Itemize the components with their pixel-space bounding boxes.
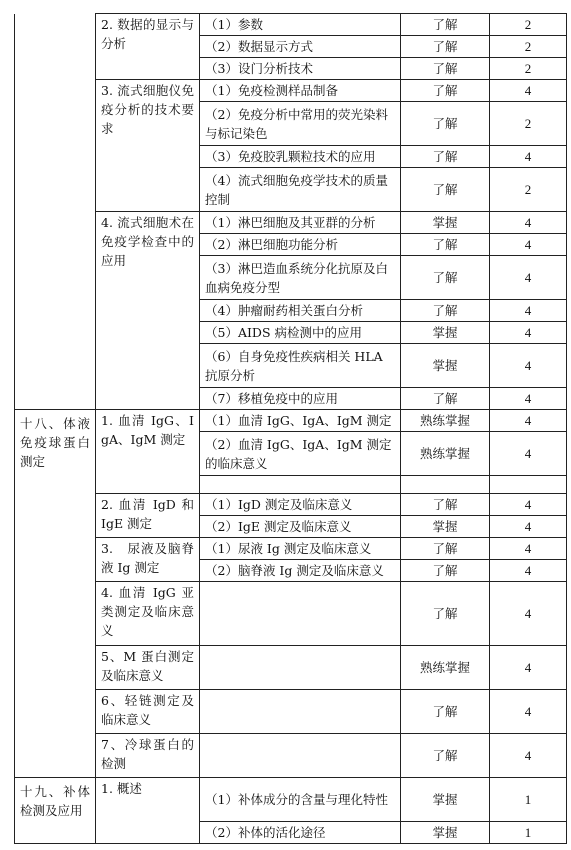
table-row [15,494,567,516]
hours-cell: 4 [490,256,567,300]
subtopic-cell: 3. 尿液及脑脊液 Ig 测定 [96,538,200,582]
level-cell: 了解 [401,256,490,300]
hours-cell: 4 [490,410,567,432]
table-row [15,690,567,734]
level-cell: 掌握 [401,778,490,822]
hours-cell: 1 [490,778,567,822]
table-row [15,80,567,102]
level-cell: 了解 [401,582,490,646]
item-cell: （3）设门分析技术 [200,58,401,80]
level-cell: 了解 [401,146,490,168]
hours-cell: 4 [490,322,567,344]
item-cell [200,734,401,778]
item-cell: （2）血清 IgG、IgA、IgM 测定的临床意义 [200,432,401,476]
level-cell: 掌握 [401,822,490,844]
level-cell: 掌握 [401,322,490,344]
section-cell: 十九、补体检测及应用 [15,778,96,844]
hours-cell: 2 [490,58,567,80]
level-cell: 了解 [401,58,490,80]
subtopic-cell: 6、轻链测定及临床意义 [96,690,200,734]
hours-cell: 4 [490,432,567,476]
item-cell: （4）肿瘤耐药相关蛋白分析 [200,300,401,322]
syllabus-table-page [14,13,566,844]
section-cell: 十八、体液免疫球蛋白测定 [15,410,96,778]
syllabus-table [14,13,567,844]
hours-cell: 1 [490,822,567,844]
section-cell-continued [15,14,96,410]
level-cell: 了解 [401,690,490,734]
table-row [15,646,567,690]
item-cell: （2）数据显示方式 [200,36,401,58]
level-cell: 了解 [401,734,490,778]
table-row [15,410,567,432]
level-cell: 熟练掌握 [401,646,490,690]
hours-cell: 2 [490,102,567,146]
level-cell: 了解 [401,14,490,36]
hours-cell: 4 [490,734,567,778]
hours-cell: 2 [490,168,567,212]
item-cell: （3）淋巴造血系统分化抗原及白血病免疫分型 [200,256,401,300]
subtopic-cell: 4. 血清 IgG 亚类测定及临床意义 [96,582,200,646]
subtopic-cell: 7、冷球蛋白的检测 [96,734,200,778]
subtopic-cell: 1. 概述 [96,778,200,844]
table-row [15,14,567,36]
item-cell: （2）免疫分析中常用的荧光染料与标记染色 [200,102,401,146]
hours-cell: 4 [490,234,567,256]
level-cell: 了解 [401,36,490,58]
table-row [15,212,567,234]
item-cell: （6）自身免疫性疾病相关 HLA 抗原分析 [200,344,401,388]
table-row [15,734,567,778]
level-cell: 了解 [401,102,490,146]
item-cell: （1）血清 IgG、IgA、IgM 测定 [200,410,401,432]
hours-cell: 4 [490,212,567,234]
hours-cell: 4 [490,344,567,388]
hours-cell: 4 [490,560,567,582]
item-cell [200,646,401,690]
hours-cell: 4 [490,388,567,410]
item-cell: （4）流式细胞免疫学技术的质量控制 [200,168,401,212]
hours-cell: 4 [490,538,567,560]
table-row [15,582,567,646]
item-cell: （1）淋巴细胞及其亚群的分析 [200,212,401,234]
hours-cell: 4 [490,80,567,102]
subtopic-cell: 5、M 蛋白测定及临床意义 [96,646,200,690]
hours-cell: 4 [490,582,567,646]
level-cell: 掌握 [401,212,490,234]
subtopic-cell: 1. 血清 IgG、IgA、IgM 测定 [96,410,200,494]
item-cell: （3）免疫胶乳颗粒技术的应用 [200,146,401,168]
item-cell: （1）免疫检测样品制备 [200,80,401,102]
level-cell: 了解 [401,494,490,516]
hours-cell: 2 [490,36,567,58]
subtopic-cell: 2. 血清 IgD 和 IgE 测定 [96,494,200,538]
level-cell: 掌握 [401,516,490,538]
hours-cell [490,476,567,494]
item-cell [200,582,401,646]
item-cell: （1）IgD 测定及临床意义 [200,494,401,516]
item-cell: （2）淋巴细胞功能分析 [200,234,401,256]
item-cell: （7）移植免疫中的应用 [200,388,401,410]
level-cell: 了解 [401,168,490,212]
hours-cell: 4 [490,646,567,690]
table-row [15,538,567,560]
level-cell: 了解 [401,560,490,582]
item-cell [200,476,401,494]
level-cell: 了解 [401,538,490,560]
level-cell: 熟练掌握 [401,432,490,476]
hours-cell: 2 [490,14,567,36]
hours-cell: 4 [490,690,567,734]
item-cell: （1）尿液 Ig 测定及临床意义 [200,538,401,560]
item-cell: （5）AIDS 病检测中的应用 [200,322,401,344]
item-cell: （2）IgE 测定及临床意义 [200,516,401,538]
subtopic-cell: 2. 数据的显示与分析 [96,14,200,80]
hours-cell: 4 [490,494,567,516]
item-cell: （1）参数 [200,14,401,36]
item-cell [200,690,401,734]
subtopic-cell: 3. 流式细胞仪免疫分析的技术要求 [96,80,200,212]
level-cell: 了解 [401,80,490,102]
level-cell: 熟练掌握 [401,410,490,432]
level-cell [401,476,490,494]
table-row [15,778,567,822]
subtopic-cell: 4. 流式细胞术在免疫学检查中的应用 [96,212,200,410]
hours-cell: 4 [490,146,567,168]
level-cell: 了解 [401,300,490,322]
hours-cell: 4 [490,300,567,322]
level-cell: 了解 [401,234,490,256]
hours-cell: 4 [490,516,567,538]
item-cell: （2）补体的活化途径 [200,822,401,844]
item-cell: （1）补体成分的含量与理化特性 [200,778,401,822]
item-cell: （2）脑脊液 Ig 测定及临床意义 [200,560,401,582]
level-cell: 掌握 [401,344,490,388]
level-cell: 了解 [401,388,490,410]
